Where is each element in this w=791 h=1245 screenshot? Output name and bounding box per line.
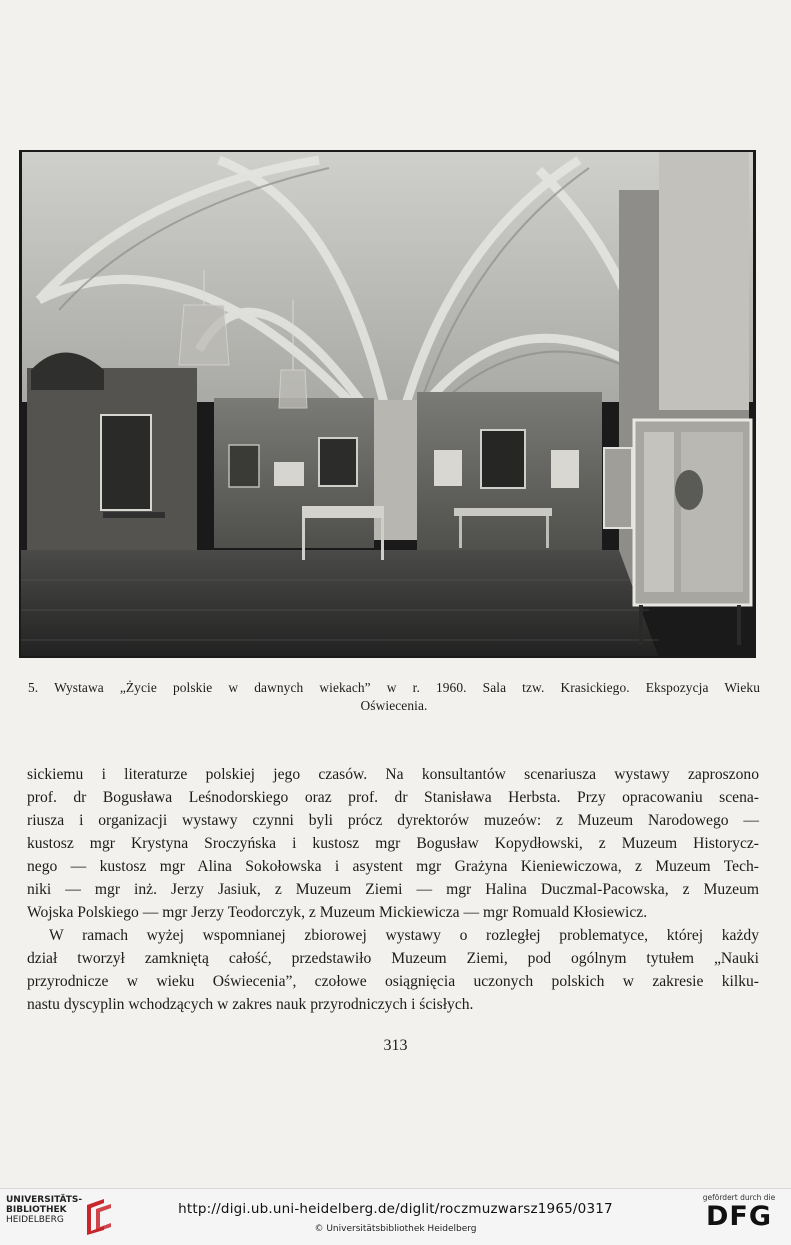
body-line: przyrodnicze w wieku Oświecenia”, czołowe osiągnięcia uczonych polskich w zakresie kilku- — [27, 973, 759, 990]
library-name-line: HEIDELBERG — [6, 1215, 64, 1225]
dfg-wordmark: DFG — [705, 1201, 773, 1232]
page-number: 313 — [383, 1037, 408, 1054]
body-line: riusza i organizacji wystawy czynni byli prócz dyrektorów muzeów: z Muzeum Narodowego — — [27, 812, 759, 829]
body-line: niki — mgr inż. Jerzy Jasiuk, z Muzeum Ziemi — mgr Halina Duczmal-Pacowska, z Muzeum — [27, 881, 759, 898]
body-line: prof. dr Bogusława Leśnodorskiego oraz prof. dr Stanisława Herbsta. Przy opracowaniu scena- — [27, 789, 759, 806]
body-line: W ramach wyżej wspomnianej zbiorowej wystawy o rozległej problematyce, której każdy — [49, 927, 759, 944]
permalink-url[interactable]: http://digi.ub.uni-heidelberg.de/diglit/roczmuzwarsz1965/0317 — [178, 1201, 613, 1217]
exhibition-photograph — [19, 150, 756, 658]
copyright-notice: © Universitätsbibliothek Heidelberg — [314, 1224, 477, 1234]
photo-caption — [28, 679, 760, 715]
body-paragraphs — [27, 763, 759, 1016]
caption-line-2: Oświecenia. — [360, 698, 428, 713]
body-line: sickiemu i literaturze polskiej jego czasów. Na konsultantów scenariusza wystawy zaproszono — [27, 766, 759, 783]
body-line: nastu dyscyplin wchodzących w zakres nauk przyrodniczych i ścisłych. — [27, 996, 474, 1013]
body-line: dział tworzył zamkniętą całość, przedstawiło Muzeum Ziemi, pod ogólnym tytułem „Nauki — [27, 950, 759, 967]
photograph-gothic-vaulted-hall-icon — [19, 150, 756, 658]
library-name-line: UNIVERSITÄTS- — [6, 1195, 83, 1205]
viewer-footer — [0, 1188, 791, 1245]
library-name-line: BIBLIOTHEK — [6, 1205, 67, 1215]
body-line: nego — kustosz mgr Alina Sokołowska i asystent mgr Grażyna Kieniewiczowa, z Muzeum Tech- — [27, 858, 759, 875]
body-line: kustosz mgr Krystyna Sroczyńska i kustosz mgr Bogusław Kopydłowski, z Muzeum Historycz- — [27, 835, 759, 852]
caption-line-1: 5. Wystawa „Życie polskie w dawnych wiekach” w r. 1960. Sala tzw. Krasickiego. Ekspozycja Wieku — [28, 680, 760, 695]
dfg-funded-by: gefördert durch die — [702, 1193, 776, 1202]
body-line: Wojska Polskiego — mgr Jerzy Teodorczyk, z Muzeum Mickiewicza — mgr Romuald Kłosiewicz. — [27, 904, 648, 921]
dfg-logo[interactable] — [699, 1193, 779, 1241]
